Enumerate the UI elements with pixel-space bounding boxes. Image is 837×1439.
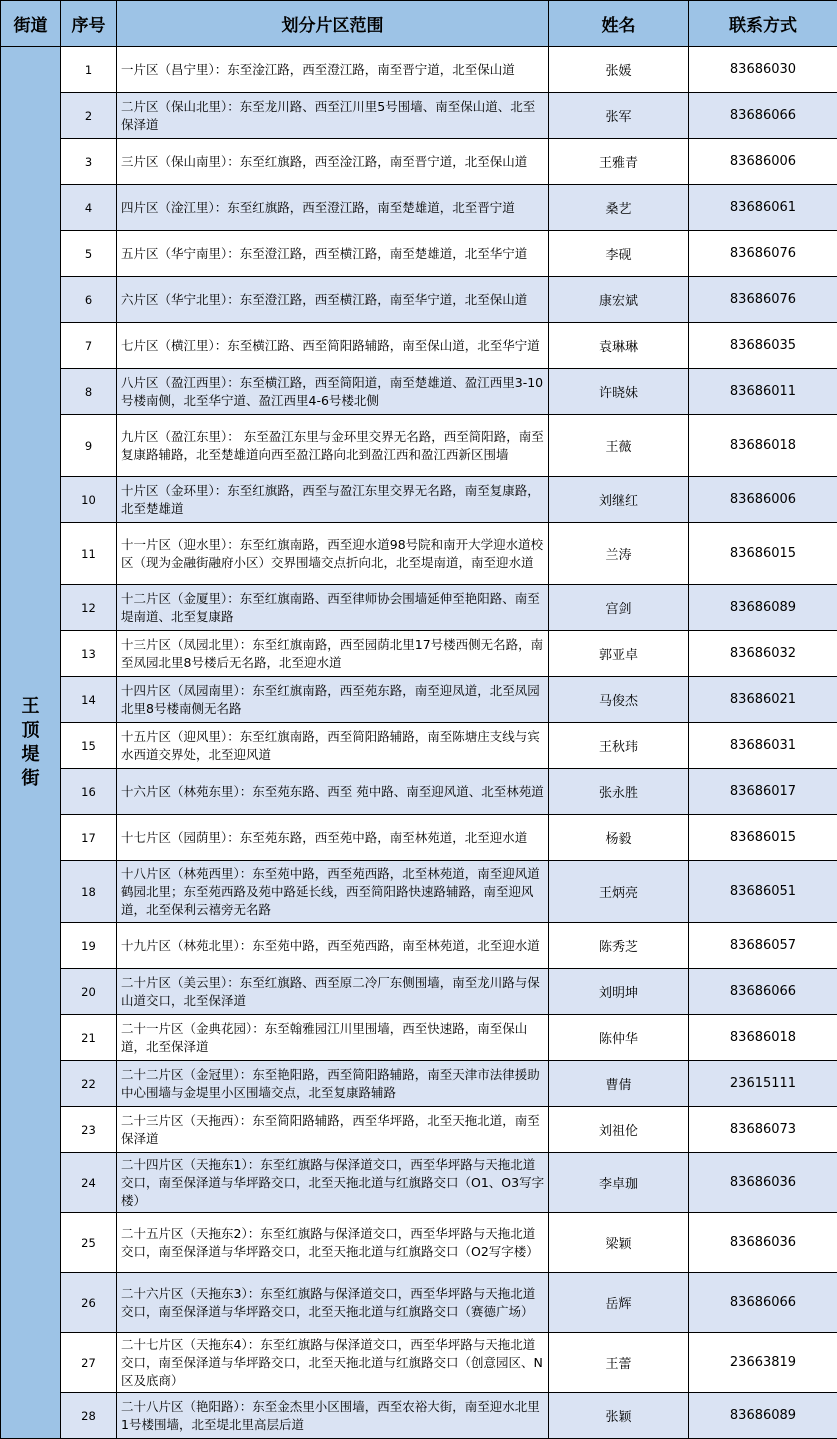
- row-phone: 83686030: [689, 47, 837, 93]
- row-phone: 83686057: [689, 923, 837, 969]
- row-index: 19: [61, 923, 117, 969]
- row-name: 许晓妹: [549, 369, 689, 415]
- row-index: 27: [61, 1333, 117, 1393]
- row-name: 张颖: [549, 1393, 689, 1439]
- row-name: 王秋玮: [549, 723, 689, 769]
- header-contact: 联系方式: [689, 1, 837, 47]
- row-name: 郭亚卓: [549, 631, 689, 677]
- row-name: 刘明坤: [549, 969, 689, 1015]
- row-phone: 83686076: [689, 277, 837, 323]
- table-row: [1, 1107, 837, 1153]
- row-index: 1: [61, 47, 117, 93]
- table-row: [1, 861, 837, 923]
- row-index: 10: [61, 477, 117, 523]
- row-range: 一片区（昌宁里）：东至淦江路，西至澄江路，南至晋宁道，北至保山道: [117, 47, 549, 93]
- row-name: 康宏斌: [549, 277, 689, 323]
- table-row: [1, 323, 837, 369]
- row-phone: 83686018: [689, 415, 837, 477]
- row-phone: 83686018: [689, 1015, 837, 1061]
- row-index: 12: [61, 585, 117, 631]
- row-index: 4: [61, 185, 117, 231]
- row-range: 十四片区（凤园南里）：东至红旗南路，西至苑东路，南至迎凤道，北至凤园北里8号楼南侧无名路: [117, 677, 549, 723]
- row-index: 24: [61, 1153, 117, 1213]
- row-range: 十九片区（林苑北里）：东至苑中路，西至苑西路，南至林苑道，北至迎水道: [117, 923, 549, 969]
- row-index: 3: [61, 139, 117, 185]
- row-range: 二十七片区（天拖东4）：东至红旗路与保泽道交口，西至华坪路与天拖北道交口，南至保泽道与华坪路交口，北至天拖北道与红旗路交口（创意园区、N区及底商）: [117, 1333, 549, 1393]
- row-index: 21: [61, 1015, 117, 1061]
- row-index: 13: [61, 631, 117, 677]
- row-phone: 23663819: [689, 1333, 837, 1393]
- row-index: 14: [61, 677, 117, 723]
- row-phone: 83686015: [689, 523, 837, 585]
- table-row: [1, 677, 837, 723]
- row-range: 二十二片区（金冠里）：东至艳阳路，西至简阳路辅路，南至天津市法律援助中心围墙与金堤里小区围墙交点，北至复康路辅路: [117, 1061, 549, 1107]
- row-range: 十三片区（凤园北里）：东至红旗南路，西至园荫北里17号楼西侧无名路，南至凤园北里8号楼后无名路，北至迎水道: [117, 631, 549, 677]
- row-index: 16: [61, 769, 117, 815]
- row-phone: 83686089: [689, 1393, 837, 1439]
- table-row: [1, 47, 837, 93]
- row-phone: 83686021: [689, 677, 837, 723]
- row-phone: 83686036: [689, 1213, 837, 1273]
- row-index: 20: [61, 969, 117, 1015]
- row-index: 15: [61, 723, 117, 769]
- row-index: 7: [61, 323, 117, 369]
- table-row: [1, 477, 837, 523]
- row-range: 二十一片区（金典花园）：东至翰雅园江川里围墙，西至快速路，南至保山道，北至保泽道: [117, 1015, 549, 1061]
- row-name: 张军: [549, 93, 689, 139]
- table-row: [1, 277, 837, 323]
- row-name: 岳辉: [549, 1273, 689, 1333]
- row-index: 23: [61, 1107, 117, 1153]
- row-range: 七片区（横江里）：东至横江路、西至简阳路辅路，南至保山道，北至华宁道: [117, 323, 549, 369]
- row-name: 陈仲华: [549, 1015, 689, 1061]
- row-phone: 83686061: [689, 185, 837, 231]
- row-phone: 83686035: [689, 323, 837, 369]
- table-row: [1, 1061, 837, 1107]
- row-index: 28: [61, 1393, 117, 1439]
- header-name: 姓名: [549, 1, 689, 47]
- row-phone: 83686076: [689, 231, 837, 277]
- row-name: 梁颖: [549, 1213, 689, 1273]
- row-index: 22: [61, 1061, 117, 1107]
- row-range: 二十片区（美云里）：东至红旗路、西至原二冷厂东侧围墙，南至龙川路与保山道交口，北至保泽道: [117, 969, 549, 1015]
- header-row: [1, 1, 837, 47]
- table-row: [1, 523, 837, 585]
- row-range: 三片区（保山南里）：东至红旗路，西至淦江路，南至晋宁道，北至保山道: [117, 139, 549, 185]
- row-index: 9: [61, 415, 117, 477]
- row-range: 六片区（华宁北里）：东至澄江路，西至横江路，南至华宁道，北至保山道: [117, 277, 549, 323]
- row-range: 十七片区（园荫里）：东至苑东路，西至苑中路，南至林苑道，北至迎水道: [117, 815, 549, 861]
- table-row: [1, 723, 837, 769]
- table-row: [1, 369, 837, 415]
- row-name: 王蕾: [549, 1333, 689, 1393]
- row-name: 刘继红: [549, 477, 689, 523]
- table-row: [1, 969, 837, 1015]
- row-name: 王雅青: [549, 139, 689, 185]
- row-name: 王炳亮: [549, 861, 689, 923]
- street-name-cell: [1, 47, 61, 1439]
- table-row: [1, 585, 837, 631]
- table-row: [1, 1015, 837, 1061]
- table-row: [1, 631, 837, 677]
- row-phone: 83686015: [689, 815, 837, 861]
- row-range: 九片区（盈江东里）： 东至盈江东里与金环里交界无名路，西至简阳路，南至复康路辅路，北至楚雄道向西至盈江路向北到盈江西和盈江西新区围墙: [117, 415, 549, 477]
- table-row: [1, 1393, 837, 1439]
- table-row: [1, 93, 837, 139]
- row-index: 2: [61, 93, 117, 139]
- street-name: 王顶堤街: [21, 695, 41, 791]
- row-range: 二十五片区（天拖东2）：东至红旗路与保泽道交口，西至华坪路与天拖北道交口，南至保泽道与华坪路交口，北至天拖北道与红旗路交口（O2写字楼）: [117, 1213, 549, 1273]
- row-name: 马俊杰: [549, 677, 689, 723]
- row-range: 二十六片区（天拖东3）：东至红旗路与保泽道交口，西至华坪路与天拖北道交口，南至保泽道与华坪路交口，北至天拖北道与红旗路交口（赛德广场）: [117, 1273, 549, 1333]
- row-range: 十五片区（迎风里）：东至红旗南路，西至简阳路辅路，南至陈塘庄支线与宾水西道交界处，北至迎风道: [117, 723, 549, 769]
- row-name: 兰涛: [549, 523, 689, 585]
- row-phone: 83686011: [689, 369, 837, 415]
- table-row: [1, 415, 837, 477]
- row-phone: 83686031: [689, 723, 837, 769]
- row-name: 刘祖伦: [549, 1107, 689, 1153]
- row-range: 八片区（盈江西里）：东至横江路，西至简阳道，南至楚雄道、盈江西里3-10号楼南侧，北至华宁道、盈江西里4-6号楼北侧: [117, 369, 549, 415]
- header-street: 街道: [1, 1, 61, 47]
- row-phone: 83686051: [689, 861, 837, 923]
- row-phone: 83686066: [689, 93, 837, 139]
- row-index: 17: [61, 815, 117, 861]
- row-phone: 23615111: [689, 1061, 837, 1107]
- row-index: 6: [61, 277, 117, 323]
- row-name: 曹倩: [549, 1061, 689, 1107]
- row-range: 二十八片区（艳阳路）：东至金杰里小区围墙，西至农裕大街，南至迎水北里1号楼围墙，北至堤北里高层后道: [117, 1393, 549, 1439]
- table-row: [1, 769, 837, 815]
- table-row: [1, 1153, 837, 1213]
- row-index: 26: [61, 1273, 117, 1333]
- row-phone: 83686066: [689, 1273, 837, 1333]
- row-phone: 83686089: [689, 585, 837, 631]
- row-name: 王薇: [549, 415, 689, 477]
- row-name: 桑艺: [549, 185, 689, 231]
- row-index: 5: [61, 231, 117, 277]
- row-phone: 83686032: [689, 631, 837, 677]
- row-range: 二片区（保山北里）：东至龙川路、西至江川里5号围墙、南至保山道、北至保泽道: [117, 93, 549, 139]
- row-phone: 83686017: [689, 769, 837, 815]
- row-range: 十一片区（迎水里）：东至红旗南路，西至迎水道98号院和南开大学迎水道校区（现为金融街融府小区）交界围墙交点折向北，北至堤南道，南至迎水道: [117, 523, 549, 585]
- table-row: [1, 231, 837, 277]
- row-name: 袁琳琳: [549, 323, 689, 369]
- row-phone: 83686006: [689, 477, 837, 523]
- row-range: 十六片区（林苑东里）：东至苑东路、西至 苑中路、南至迎风道、北至林苑道: [117, 769, 549, 815]
- header-index: 序号: [61, 1, 117, 47]
- table-row: [1, 1273, 837, 1333]
- header-range: 划分片区范围: [117, 1, 549, 47]
- row-range: 二十三片区（天拖西）：东至简阳路辅路，西至华坪路，北至天拖北道，南至保泽道: [117, 1107, 549, 1153]
- row-index: 8: [61, 369, 117, 415]
- row-range: 二十四片区（天拖东1）：东至红旗路与保泽道交口，西至华坪路与天拖北道交口，南至保泽道与华坪路交口，北至天拖北道与红旗路交口（O1、O3写字楼）: [117, 1153, 549, 1213]
- table-body: [1, 47, 837, 1439]
- row-name: 李卓珈: [549, 1153, 689, 1213]
- row-range: 十八片区（林苑西里）：东至苑中路，西至苑西路，北至林苑道，南至迎风道鹤园北里；东至苑西路及苑中路延长线，西至简阳路快速路辅路，南至迎风道，北至保利云禧旁无名路: [117, 861, 549, 923]
- row-index: 11: [61, 523, 117, 585]
- table-row: [1, 923, 837, 969]
- row-range: 五片区（华宁南里）：东至澄江路，西至横江路，南至楚雄道，北至华宁道: [117, 231, 549, 277]
- table-row: [1, 1333, 837, 1393]
- row-name: 宫剑: [549, 585, 689, 631]
- table-row: [1, 139, 837, 185]
- table-row: [1, 1213, 837, 1273]
- row-name: 张媛: [549, 47, 689, 93]
- row-name: 李砚: [549, 231, 689, 277]
- row-index: 25: [61, 1213, 117, 1273]
- row-range: 十片区（金环里）：东至红旗路，西至与盈江东里交界无名路，南至复康路，北至楚雄道: [117, 477, 549, 523]
- row-phone: 83686066: [689, 969, 837, 1015]
- row-range: 四片区（淦江里）：东至红旗路，西至澄江路，南至楚雄道，北至晋宁道: [117, 185, 549, 231]
- table-row: [1, 815, 837, 861]
- row-phone: 83686036: [689, 1153, 837, 1213]
- row-name: 陈秀芝: [549, 923, 689, 969]
- row-phone: 83686073: [689, 1107, 837, 1153]
- row-name: 杨毅: [549, 815, 689, 861]
- row-index: 18: [61, 861, 117, 923]
- row-phone: 83686006: [689, 139, 837, 185]
- row-range: 十二片区（金厦里）：东至红旗南路、西至律师协会围墙延伸至艳阳路、南至堤南道、北至复康路: [117, 585, 549, 631]
- table-row: [1, 185, 837, 231]
- row-name: 张永胜: [549, 769, 689, 815]
